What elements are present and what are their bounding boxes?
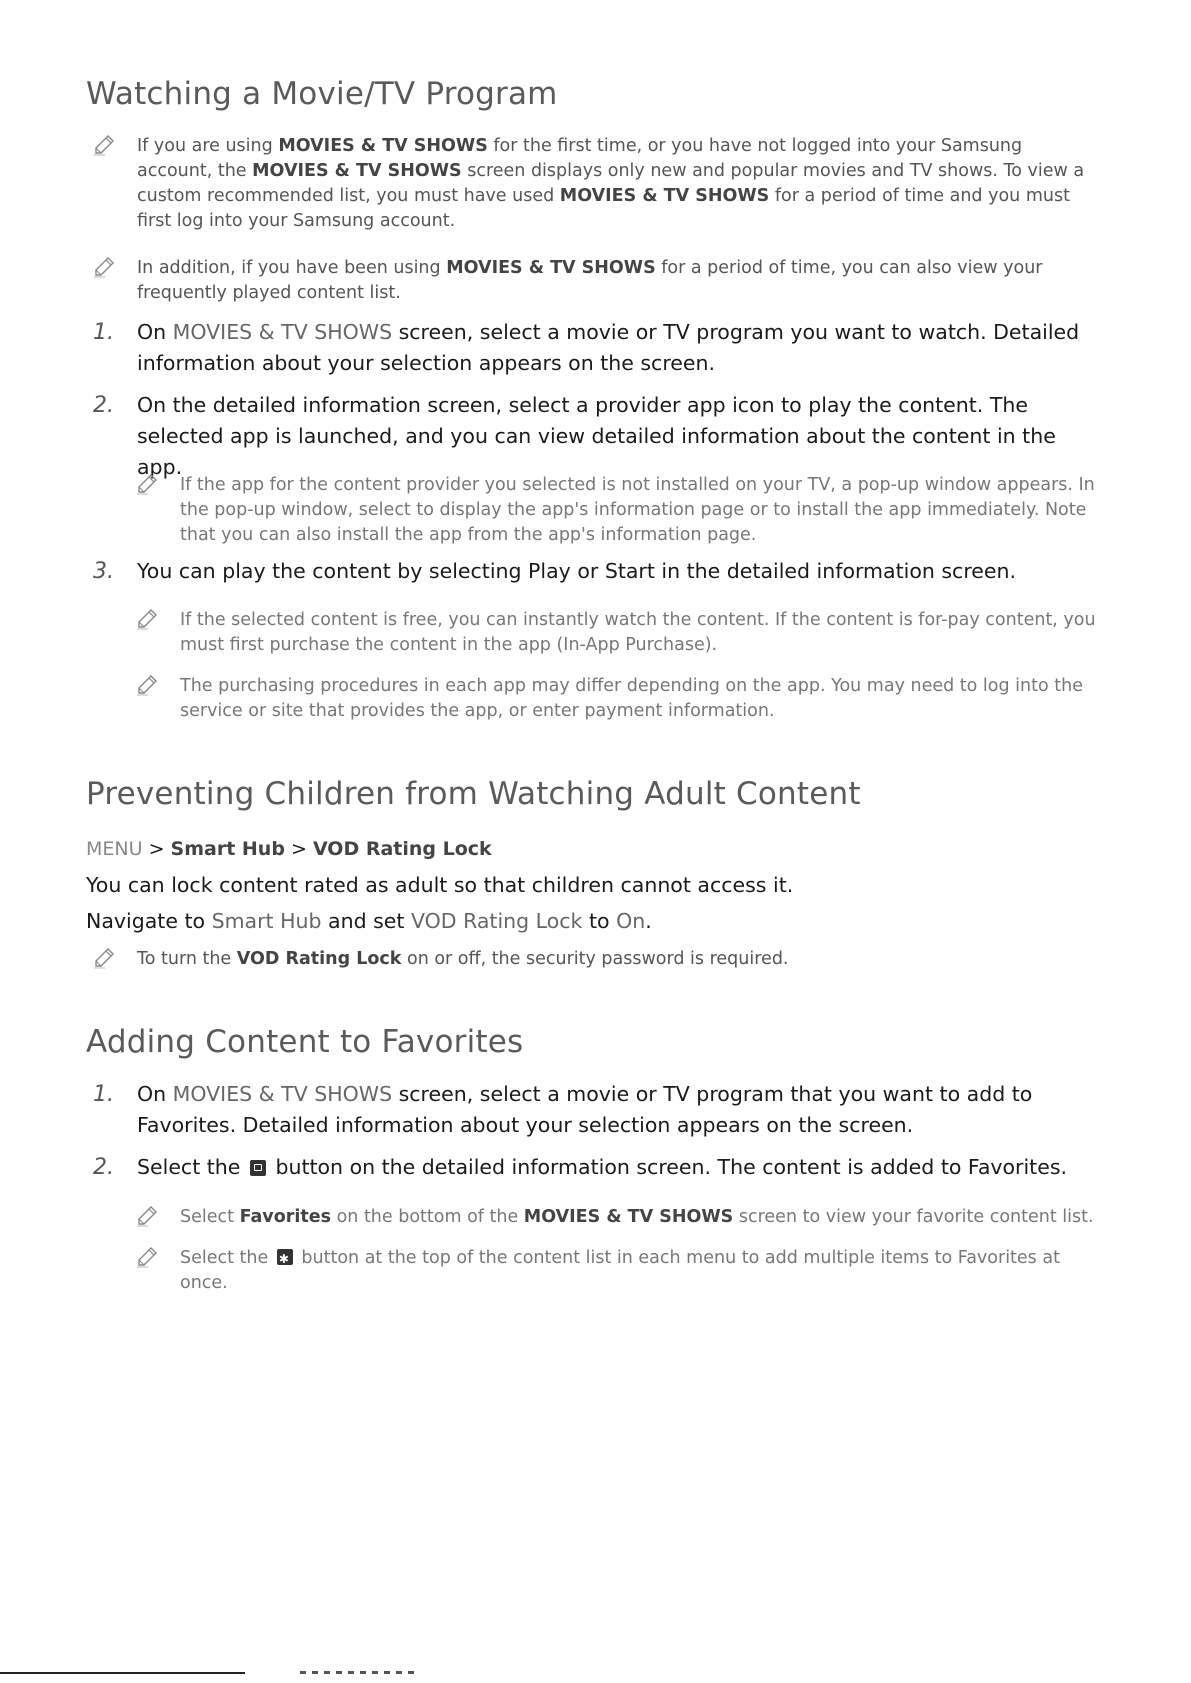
note-text: Select [180, 1207, 240, 1227]
note-text: The purchasing procedures in each app may differ depending on the app. You may need to log into the service or site that provides the app, or enter payment information. [180, 676, 1083, 721]
note-text: on the bottom of the [331, 1207, 524, 1227]
note-text: for the first time, or you have not logged into your Samsung account, the [137, 136, 1023, 181]
note-multiple-items [180, 1246, 1080, 1296]
pencil-icon [136, 473, 158, 495]
breadcrumb-vod-rating-lock: VOD Rating Lock [312, 838, 492, 860]
step-text: Select the [137, 1155, 247, 1179]
menu-name: MOVIES & TV SHOWS [446, 258, 656, 278]
note-text: for a period of time and you must first log into your Samsung account. [137, 186, 1070, 231]
step-text: On [137, 320, 173, 344]
note-favorites-list [180, 1205, 1110, 1230]
step-1-watching [93, 317, 1097, 379]
para-text: to [582, 909, 617, 933]
para-text: . [645, 909, 652, 933]
note-free-content [180, 608, 1100, 658]
note-text: In addition, if you have been using [137, 258, 447, 278]
note-text: screen to view your favorite content list. [733, 1207, 1094, 1227]
footer-divider [0, 1672, 245, 1674]
menu-name: Favorites [239, 1207, 332, 1227]
note-text: button at the top of the content list in each menu to add multiple items to Favorites at once. [180, 1248, 1060, 1293]
tools-button-icon [277, 1249, 293, 1265]
note-text: If the app for the content provider you selected is not installed on your TV, a pop-up window appears. In the pop-up window, select to display the app's information page or to install the app immediately. Note that you can also install the app from the app's information page. [180, 475, 1095, 545]
note-frequently-played [137, 256, 1097, 306]
pencil-icon [136, 674, 158, 696]
note-text: for a period of time, you can also view your frequently played content list. [137, 258, 1043, 303]
pencil-icon [93, 256, 115, 278]
menu-name: VOD Rating Lock [236, 949, 402, 969]
menu-name: Smart Hub [211, 909, 322, 933]
menu-name: MOVIES & TV SHOWS [523, 1207, 734, 1227]
step-text: On [137, 1082, 173, 1106]
pencil-icon [93, 134, 115, 156]
note-first-time [137, 134, 1097, 234]
step-text: On the detailed information screen, select a provider app icon to play the content. The selected app is launched, and you can view detailed information about the content in the app. [137, 393, 1056, 479]
menu-name: On [616, 909, 646, 933]
breadcrumb-menu: MENU [86, 838, 143, 860]
footer-marks [300, 1671, 420, 1674]
pencil-icon [136, 1246, 158, 1268]
favorite-button-icon [250, 1160, 266, 1176]
note-text: Select the [180, 1248, 274, 1268]
step-text: button on the detailed information screen. The content is added to Favorites. [268, 1155, 1068, 1179]
step-number: 3. [93, 559, 114, 584]
pencil-icon [136, 1205, 158, 1227]
step-text: screen, select a movie or TV program that you want to add to Favorites. Detailed information about your selection appears on the screen. [137, 1082, 1033, 1137]
para-text: Navigate to [86, 909, 212, 933]
pencil-icon [136, 608, 158, 630]
pencil-icon [93, 947, 115, 969]
note-text: screen displays only new and popular movies and TV shows. To view a custom recommended list, you must have used [137, 161, 1085, 206]
step-text: You can play the content by selecting Play or Start in the detailed information screen. [137, 559, 1017, 583]
menu-name: MOVIES & TV SHOWS [278, 136, 488, 156]
section-title-watching: Watching a Movie/TV Program [86, 76, 558, 112]
breadcrumb-smart-hub: Smart Hub [170, 838, 285, 860]
menu-name: MOVIES & TV SHOWS [172, 1082, 393, 1106]
note-text: To turn the [137, 949, 237, 969]
step-1-adding [93, 1079, 1097, 1141]
note-purchasing [180, 674, 1120, 724]
breadcrumb-separator: > [284, 838, 313, 860]
menu-path-breadcrumb [86, 834, 492, 864]
note-security-password [137, 947, 1097, 972]
step-3-watching [93, 556, 1097, 587]
para-text: and set [321, 909, 411, 933]
note-text: If the selected content is free, you can instantly watch the content. If the content is for-pay content, you must first purchase the content in the app (In-App Purchase). [180, 610, 1096, 655]
paragraph-lock-content: You can lock content rated as adult so that children cannot access it. [86, 873, 794, 897]
note-text: on or off, the security password is required. [401, 949, 789, 969]
breadcrumb-separator: > [142, 838, 171, 860]
menu-name: MOVIES & TV SHOWS [172, 320, 393, 344]
menu-name: MOVIES & TV SHOWS [559, 186, 770, 206]
menu-name: VOD Rating Lock [410, 909, 583, 933]
step-number: 1. [93, 320, 114, 345]
step-text: screen, select a movie or TV program you want to watch. Detailed information about your selection appears on the screen. [137, 320, 1080, 375]
section-title-preventing: Preventing Children from Watching Adult Content [86, 776, 861, 812]
note-app-not-installed [180, 473, 1100, 548]
menu-name: MOVIES & TV SHOWS [252, 161, 462, 181]
step-number: 2. [93, 393, 114, 418]
step-2-watching [93, 390, 1097, 483]
note-text: If you are using [137, 136, 279, 156]
step-number: 1. [93, 1082, 114, 1107]
paragraph-navigate [86, 906, 652, 936]
step-number: 2. [93, 1155, 114, 1180]
step-2-adding [93, 1152, 1097, 1183]
section-title-adding: Adding Content to Favorites [86, 1024, 524, 1060]
